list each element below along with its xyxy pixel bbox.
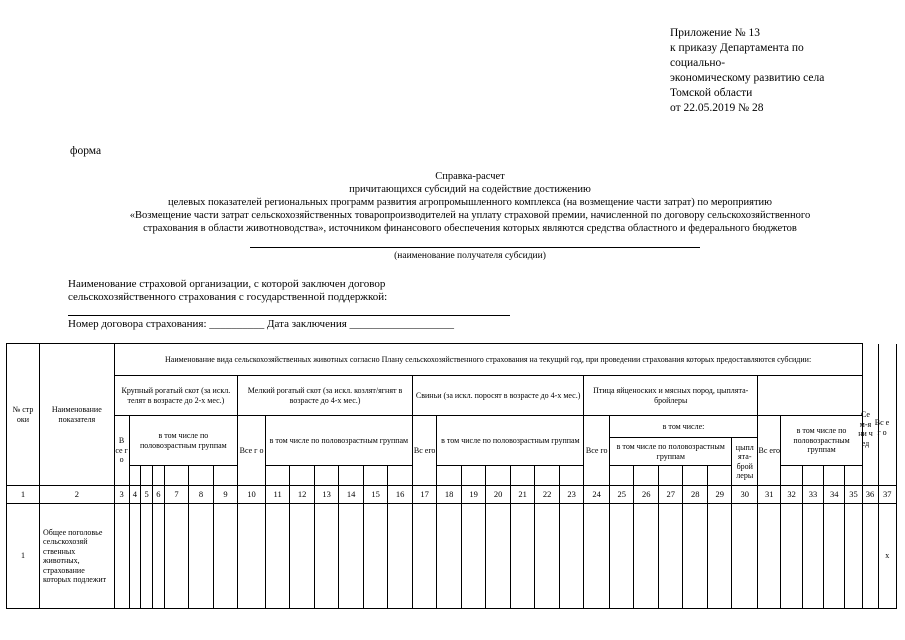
col-num: 12 [290, 486, 315, 504]
col-num: 4 [129, 486, 141, 504]
col-num: 16 [388, 486, 413, 504]
row-number: 1 [7, 504, 40, 609]
pigs-total: Вс его [412, 416, 437, 486]
col-num: 31 [758, 486, 781, 504]
recipient-underline [250, 247, 700, 248]
col-num: 14 [339, 486, 364, 504]
col-num: 2 [40, 486, 115, 504]
appendix-line: экономическому развитию села [670, 72, 825, 84]
cattle-total: В се г о [114, 416, 129, 486]
col-num: 20 [486, 486, 511, 504]
recipient-caption: (наименование получателя субсидии) [394, 251, 546, 261]
col-num: 5 [141, 486, 153, 504]
insurer-line: Наименование страховой организации, с которой заключен договор [68, 278, 386, 290]
col-num: 30 [732, 486, 758, 504]
col-num: 33 [802, 486, 823, 504]
col-num: 32 [781, 486, 802, 504]
heading-line: «Возмещение части затрат сельскохозяйственных товаропроизводителей на уплату страховой премии, начисленной по договору сельскохозяйственного [129, 210, 811, 221]
cattle-age-groups: в том числе по половозрастным группам [129, 416, 238, 466]
col-num: 27 [658, 486, 683, 504]
col-num: 28 [683, 486, 708, 504]
col-num: 35 [845, 486, 862, 504]
col-num: 1 [7, 486, 40, 504]
appendix-block [670, 26, 870, 116]
insurer-line: сельскохозяйственного страхования с государственной поддержкой: [68, 291, 388, 303]
col-header-row-no: № стр оки [7, 344, 40, 486]
col-header-indicator: Наименование показателя [40, 344, 115, 486]
col-num: 13 [314, 486, 339, 504]
col-num: 25 [609, 486, 634, 504]
appendix-line: социально- [670, 57, 726, 69]
other-total: Вс его [758, 416, 781, 486]
col-num: 15 [363, 486, 388, 504]
col-num: 17 [412, 486, 437, 504]
col-num: 37 [878, 486, 896, 504]
col-num: 9 [213, 486, 238, 504]
group-cattle: Крупный рогатый скот (за искл. телят в возрасте до 2-х мес.) [114, 376, 238, 416]
other-age-groups: в том числе по половозрастным группам [781, 416, 862, 466]
insurer-block [68, 278, 387, 304]
col-num: 22 [535, 486, 560, 504]
col-num: 10 [238, 486, 266, 504]
col-num: 21 [510, 486, 535, 504]
appendix-line: к приказу Департамента по [670, 42, 804, 54]
document-title: Справка-расчет [435, 171, 505, 182]
group-poultry: Птица яйценоских и мясных пород, цыплята-бройлеры [584, 376, 758, 416]
col-header-species: Наименование вида сельскохозяйственных животных согласно Плану сельскохозяйственного страхования на текущий год, при проведении страхования которых предоставляются субсидии: [114, 344, 862, 376]
col-num: 8 [189, 486, 214, 504]
col-num: 29 [707, 486, 732, 504]
pigs-age-groups: в том числе по половозрастным группам [437, 416, 584, 466]
heading-line: страхования в области животноводства», источником финансового обеспечения которых являются средства областного и федерального бюджетов [143, 223, 797, 234]
poultry-total: Все го [584, 416, 610, 486]
appendix-line: Приложение № 13 [670, 27, 760, 39]
col-header-semen: Се м-я ни ч ед [858, 410, 873, 448]
col-num: 23 [559, 486, 584, 504]
poultry-including: в том числе: [609, 416, 757, 438]
col-header-total-all: Вс ег о [874, 418, 890, 437]
small-age-groups: в том числе по половозрастным группам [265, 416, 412, 466]
appendix-line: Томской области [670, 87, 753, 99]
group-small-cattle: Мелкий рогатый скот (за искл. козлят/ягнят в возрасте до 4-х мес.) [238, 376, 413, 416]
heading-line: причитающихся субсидий на содействие достижению [349, 184, 591, 195]
col-num: 36 [862, 486, 878, 504]
col-num: 6 [152, 486, 164, 504]
poultry-age-groups: в том числе по половозрастным группам [609, 438, 732, 466]
group-pigs: Свиньи (за искл. поросят в возрасте до 4-х мес.) [412, 376, 584, 416]
subsidy-table [6, 343, 897, 609]
column-numbers-row [7, 486, 897, 504]
col-num: 24 [584, 486, 610, 504]
row-label: Общее поголовье сельскохозяй ственных животных, страхование которых подлежит [40, 504, 115, 609]
table-row [7, 504, 897, 609]
contract-line: Номер договора страхования: __________ Дата заключения ___________________ [68, 318, 455, 330]
col-num: 34 [824, 486, 845, 504]
col-num: 19 [461, 486, 486, 504]
row-total-x: x [878, 504, 896, 609]
form-label: форма [70, 145, 102, 157]
col-num: 18 [437, 486, 462, 504]
col-num: 11 [265, 486, 290, 504]
insurer-underline [68, 315, 510, 316]
small-total: Все г о [238, 416, 266, 486]
poultry-broilers: цыпл ята- брой леры [732, 438, 758, 486]
col-num: 3 [114, 486, 129, 504]
heading-line: целевых показателей региональных программ развития агропромышленного комплекса (на возмещение части затрат) по мероприятию [167, 197, 773, 208]
appendix-line: от 22.05.2019 № 28 [670, 102, 764, 114]
col-num: 26 [634, 486, 659, 504]
col-num: 7 [164, 486, 189, 504]
